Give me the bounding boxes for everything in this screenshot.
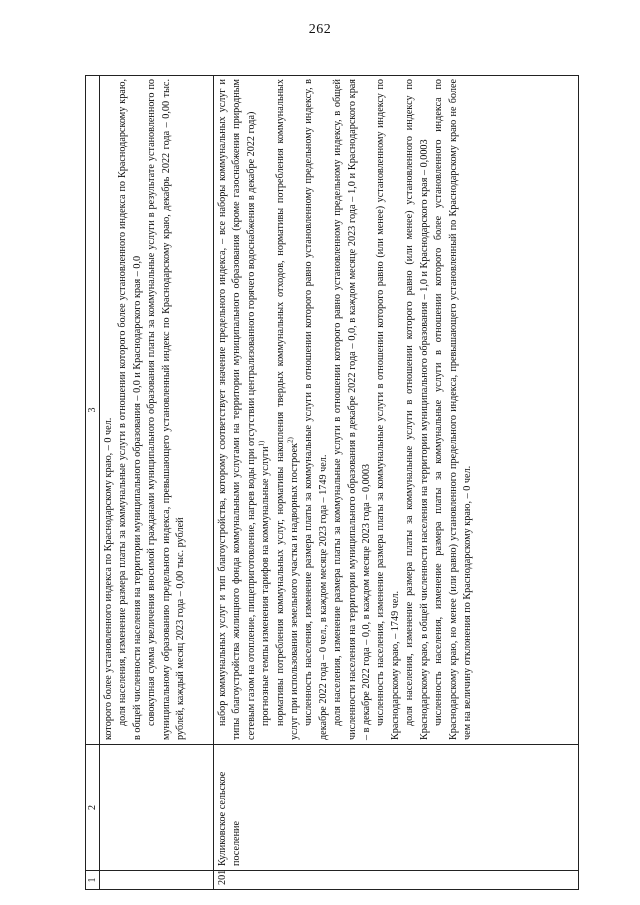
para-service-set: набор коммунальных услуг и тип благоустройства, которому соответствует значение предельного индекса, – все наборы коммунальных услуг и типы благоустройства жилищного фонда коммунальными услугами на территории муниципального образования (кроме газоснабжения природным сетевым газом на отопление, пищеприготовление, нагрев воды при отсутствии централизованного горячего водоснабжения в декабре 2022 года) — [217, 79, 257, 740]
para-population-less: численность населения, изменение размера платы за коммунальные услуги в отношении которого равно (или менее) установленному индексу по Краснодарскому краю, – 1749 чел. — [375, 79, 401, 740]
cont-cell-text — [100, 76, 213, 744]
para-population-more: численность населения, изменение размера платы за коммунальные услуги в отношении которого более установленного индекса по Краснодарскому краю, но менее (или равно) установленного предельного индекса, превышающего установленный по Краснодарскому краю не более чем на величину отклонения по Краснодарскому краю, – 0 чел. — [433, 79, 473, 740]
page-number: 262 — [308, 22, 332, 37]
data-table — [85, 75, 579, 890]
cont-line-2: доля населения, изменение размера платы за коммунальные услуги в отношении которого более установленного индекса по Краснодарскому краю, в общей численности населения на территории муниципального образования – 0,0 и Краснодарского края – 0,0 — [117, 79, 143, 740]
cont-cell-number — [100, 870, 213, 889]
cont-line-1: которого более установленного индекса по Краснодарскому краю, – 0 чел. — [103, 417, 114, 740]
footnote-2: 2) — [286, 437, 295, 444]
para-tariff-rates: прогнозные темпы изменения тарифов на коммунальные услуги$^{1)}$ — [257, 440, 272, 726]
para-population-equal: численность населения, изменение размера платы за коммунальные услуги в отношении которого равно установленному предельному индексу, в декабре 2022 года – 0 чел., в каждом месяце 2023 года – 1749 чел. — [303, 79, 329, 740]
table-header-row — [86, 76, 100, 889]
table-row-201 — [214, 76, 578, 889]
header-col-1: 1 — [86, 870, 99, 889]
header-col-2: 2 — [86, 744, 99, 870]
indicators-cell — [214, 76, 578, 744]
settlement-name-cell — [214, 744, 578, 870]
header-col-3: 3 — [87, 407, 98, 413]
settlement-name: Куликовское сельское поселение — [217, 771, 243, 866]
rotated-table-wrapper — [85, 75, 579, 890]
row-number-cell — [214, 870, 578, 889]
cont-line-3: совокупная сумма увеличения вносимой гражданами муниципального образования платы за коммунальные услуги в результате установленного по муниципальному образованию предельного индекса, превышающего установленный индекс по Краснодарскому краю, декабрь 2022 года – 0,00 тыс. рублей, каждый месяц 2023 года – 0,00 тыс. рублей — [146, 79, 187, 740]
row-number: 201 — [217, 869, 228, 885]
para-norms: нормативы потребления коммунальных услуг, нормативы накопления твердых коммунальных отходов, нормативы потребления коммунальных услуг при использовании земельного участка и надворных построек$^{2)}$ — [274, 79, 301, 740]
para-share-equal: доля населения, изменение размера платы за коммунальные услуги в отношении которого равно установленному предельному индексу, в общей численности населения на территории муниципального образования в декабре 2022 года – 0,0, в каждом месяце 2023 года – 1,0 и Краснодарского края – в декабре 2022 года – 0,0, в каждом месяце 2023 года – 0,0003 — [332, 79, 373, 740]
footnote-1: 1) — [257, 440, 266, 447]
table-row-continuation — [100, 76, 214, 889]
cont-cell-name — [100, 744, 213, 870]
para-share-less: доля населения, изменение размера платы за коммунальные услуги в отношении которого равно (или менее) установленного индексу по Краснодарскому краю, в общей численности населения на территории муниципального образования – 1,0 и Краснодарского края – 0,0003 — [404, 79, 430, 740]
